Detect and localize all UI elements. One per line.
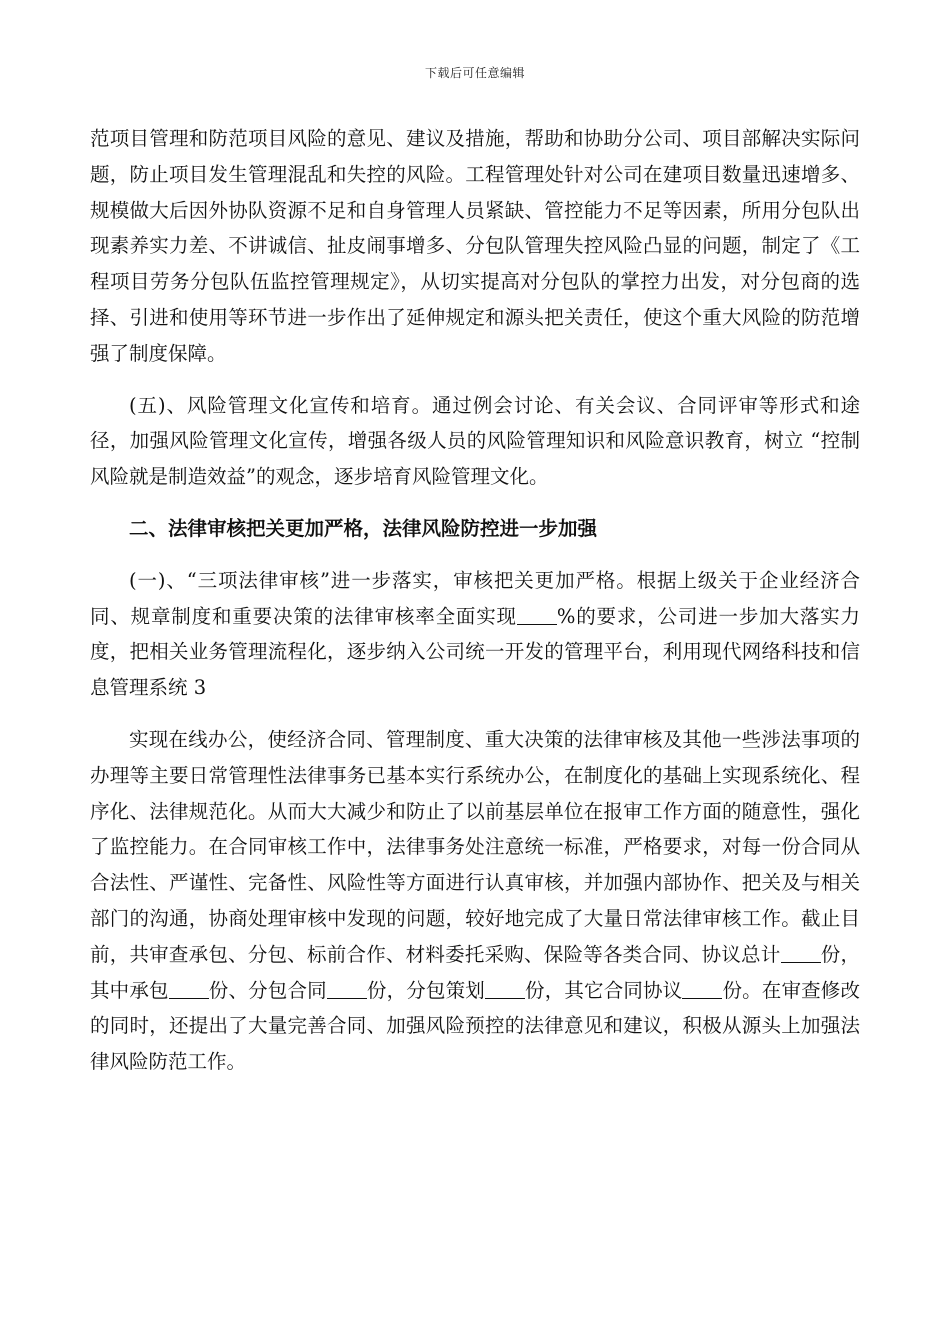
fill-in-blank	[517, 623, 557, 625]
paragraph-online-office-part5: 份，其它合同协议	[524, 978, 683, 1002]
paragraph-legal-review	[90, 563, 860, 706]
paragraph-online-office	[90, 722, 860, 1080]
paragraph-online-office-part6: 份。在审查修改的同时，还提出了大量完善合同、加强风险预控的法律意见和建议，积极从源头上加强法律风险防范工作。	[90, 978, 860, 1074]
paragraph-continuation: 范项目管理和防范项目风险的意见、建议及措施，帮助和协助分公司、项目部解决实际问题，防止项目发生管理混乱和失控的风险。工程管理处针对公司在建项目数量迅速增多、规模做大后因外协队资源不足和自身管理人员紧缺、管控能力不足等因素，所用分包队出现素养实力差、不讲诚信、扯皮闹事增多、分包队管理失控风险凸显的问题，制定了《工程项目劳务分包队伍监控管理规定》，从切实提高对分包队的掌控力出发，对分包商的选择、引进和使用等环节进一步作出了延伸规定和源头把关责任，使这个重大风险的防范增强了制度保障。	[90, 127, 860, 365]
paragraph-online-office-part1: 实现在线办公，使经济合同、管理制度、重大决策的法律审核及其他一些涉法事项的办理等主要日常管理性法律事务已基本实行系统办公，在制度化的基础上实现系统化、程序化、法律规范化。从而大大减少和防止了以前基层单位在报审工作方面的随意性，强化了监控能力。在合同审核工作中，法律事务处注意统一标准，严格要求，对每一份合同从合法性、严谨性、完备性、风险性等方面进行认真审核，并加强内部协作、把关及与相关部门的沟通，协商处理审核中发现的问题，较好地完成了大量日常法律审核工作。截止目前，共审查承包、分包、标前合作、材料委托采购、保险等各类合同、协议总计	[90, 727, 860, 966]
paragraph-online-office-part3: 份、分包合同	[208, 978, 327, 1002]
paragraph-risk-culture: (五)、风险管理文化宣传和培育。通过例会讨论、有关会议、合同评审等形式和途径，加强风险管理文化宣传，增强各级人员的风险管理知识和风险意识教育，树立 “控制风险就是制造效益”的观念，逐步培育风险管理文化。	[90, 393, 860, 489]
section-heading: 二、法律审核把关更加严格，法律风险防控进一步加强	[129, 516, 598, 540]
document-body	[90, 121, 860, 1080]
paragraph-legal-review-part2: %的要求，公司进一步加大落实力度，把相关业务管理流程化，逐步纳入公司统一开发的管理平台，利用现代网络科技和信息管理系统 3	[90, 604, 860, 700]
fill-in-blank	[485, 997, 525, 999]
fill-in-blank	[682, 997, 722, 999]
page-header: 下载后可任意编辑	[424, 66, 525, 80]
paragraph-online-office-part4: 份，分包策划	[366, 978, 485, 1002]
fill-in-blank	[781, 961, 821, 963]
fill-in-blank	[169, 997, 209, 999]
paragraph-online-office-part2: 份，其中承包	[90, 942, 860, 1002]
fill-in-blank	[327, 997, 367, 999]
paragraph-legal-review-part1: (一)、“三项法律审核”进一步落实，审核把关更加严格。根据上级关于企业经济合同、规章制度和重要决策的法律审核率全面实现	[90, 568, 860, 628]
